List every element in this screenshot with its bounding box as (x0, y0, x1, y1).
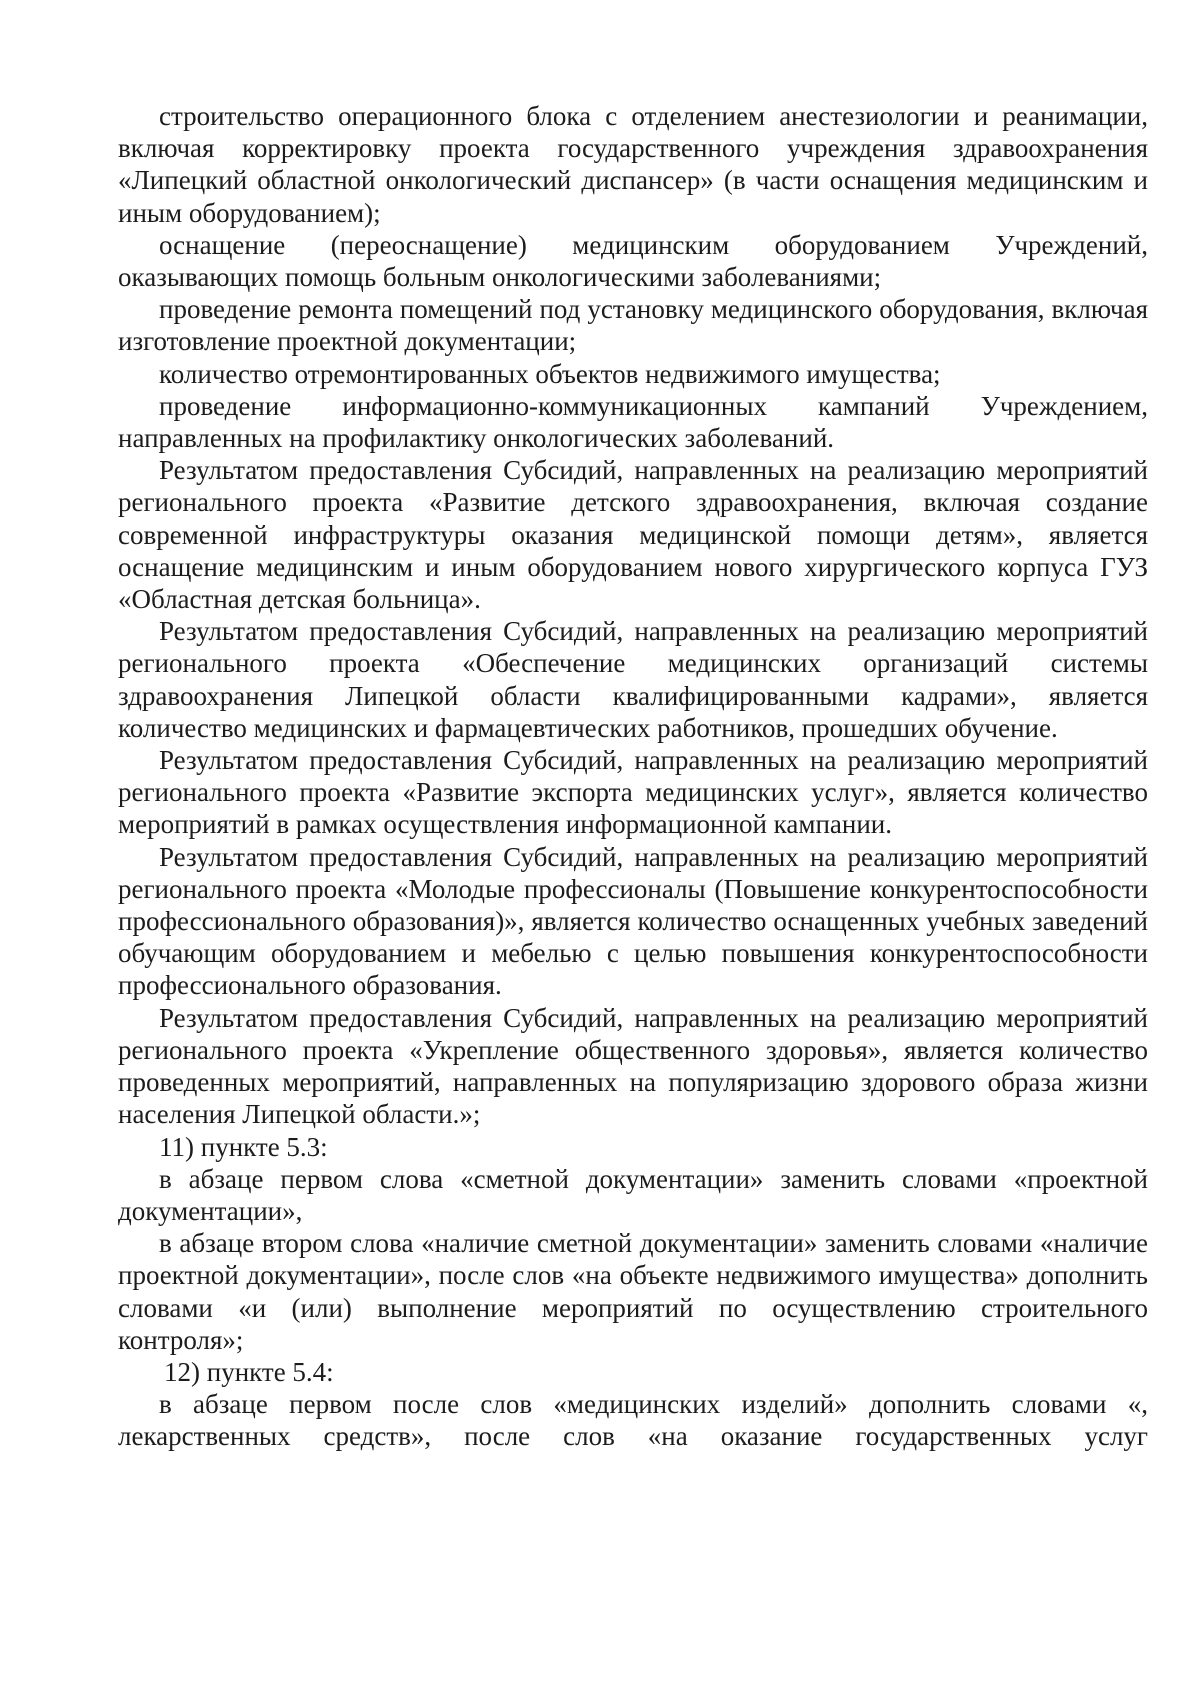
paragraph-result-export: Результатом предоставления Субсидий, направленных на реализацию мероприятий регионального проекта «Развитие экспорта медицинских услуг», является количество мероприятий в рамках осуществления информационной кампании. (118, 745, 1148, 840)
paragraph-result-staffing: Результатом предоставления Субсидий, направленных на реализацию мероприятий регионального проекта «Обеспечение медицинских организаций системы здравоохранения Липецкой области квалифицированными кадрами», является количество медицинских и фармацевтических работников, прошедших обучение. (118, 616, 1148, 743)
document-body (118, 100, 1148, 1453)
paragraph-result-child-health: Результатом предоставления Субсидий, направленных на реализацию мероприятий регионального проекта «Развитие детского здравоохранения, включая создание современной инфраструктуры оказания медицинской помощи детям», является оснащение медицинским и иным оборудованием нового хирургического корпуса ГУЗ «Областная детская больница». (118, 455, 1148, 615)
paragraph-campaigns: проведение информационно-коммуникационных кампаний Учреждением, направленных на профилактику онкологических заболеваний. (118, 390, 1148, 454)
paragraph-result-public-health: Результатом предоставления Субсидий, направленных на реализацию мероприятий регионального проекта «Укрепление общественного здоровья», является количество проведенных мероприятий, направленных на популяризацию здорового образа жизни населения Липецкой области.»; (118, 1002, 1148, 1130)
paragraph-construction: строительство операционного блока с отделением анестезиологии и реанимации, включая корректировку проекта государственного учреждения здравоохранения «Липецкий областной онкологический диспансер» (в части оснащения медицинским и иным оборудованием); (118, 101, 1148, 228)
paragraph-5-3-first: в абзаце первом слова «сметной документации» заменить словами «проектной документации», (118, 1163, 1148, 1226)
paragraph-repaired-objects: количество отремонтированных объектов недвижимого имущества; (159, 358, 941, 389)
paragraph-repair: проведение ремонта помещений под установку медицинского оборудования, включая изготовление проектной документации; (118, 294, 1148, 357)
paragraph-item-12: 12) пункте 5.4: (164, 1356, 334, 1387)
paragraph-item-11: 11) пункте 5.3: (159, 1131, 328, 1162)
paragraph-result-young-professionals: Результатом предоставления Субсидий, направленных на реализацию мероприятий регионального проекта «Молодые профессионалы (Повышение конкурентоспособности профессионального образования)», является количество оснащенных учебных заведений обучающим оборудованием и мебелью с целью повышения конкурентоспособности профессионального образования. (118, 841, 1148, 1001)
paragraph-equipment: оснащение (переоснащение) медицинским оборудованием Учреждений, оказывающих помощь больным онкологическими заболеваниями; (118, 229, 1148, 293)
paragraph-5-4-first: в абзаце первом после слов «медицинских изделий» дополнить словами «, лекарственных средств», после слов «на оказание государственных услуг (118, 1389, 1148, 1452)
paragraph-5-3-second: в абзаце втором слова «наличие сметной документации» заменить словами «наличие проектной документации», после слов «на объекте недвижимого имущества» дополнить словами «и (или) выполнение мероприятий по осуществлению строительного контроля»; (118, 1228, 1148, 1355)
